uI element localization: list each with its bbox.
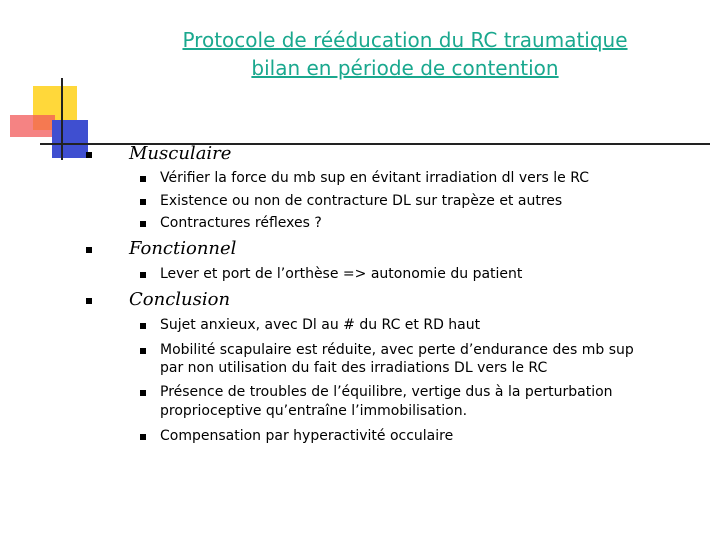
section-heading: Musculaire — [129, 143, 232, 164]
ornament-red-rectangle — [10, 115, 55, 137]
list-item-text: Présence de troubles de l’équilibre, vertige dus à la perturbation — [160, 384, 613, 400]
square-bullet-icon — [140, 390, 146, 396]
slide-title — [110, 26, 700, 82]
square-bullet-icon — [86, 247, 92, 253]
list-item-text: Sujet anxieux, avec Dl au # du RC et RD haut — [160, 317, 481, 333]
square-bullet-icon — [140, 199, 146, 205]
list-item-text: Vérifier la force du mb sup en évitant irradiation dl vers le RC — [160, 170, 590, 186]
section-heading: Conclusion — [129, 289, 231, 310]
list-item-text: Lever et port de l’orthèse => autonomie du patient — [160, 266, 523, 282]
list-item-text: Contractures réflexes ? — [160, 215, 322, 231]
list-item-text: par non utilisation du fait des irradiations DL vers le RC — [160, 360, 548, 376]
square-bullet-icon — [140, 434, 146, 440]
list-item-text: Compensation par hyperactivité occulaire — [160, 428, 454, 444]
slide-title-line-1: Protocole de rééducation du RC traumatique — [182, 28, 628, 52]
square-bullet-icon — [140, 348, 146, 354]
list-item-text: Existence ou non de contracture DL sur trapèze et autres — [160, 193, 563, 209]
square-bullet-icon — [140, 221, 146, 227]
section-heading: Fonctionnel — [129, 238, 237, 259]
list-item-text: proprioceptive qu’entraîne l’immobilisation. — [160, 403, 468, 419]
ornament-vertical-line — [61, 78, 63, 160]
square-bullet-icon — [86, 298, 92, 304]
square-bullet-icon — [140, 323, 146, 329]
square-bullet-icon — [86, 152, 92, 158]
list-item-text: Mobilité scapulaire est réduite, avec perte d’endurance des mb sup — [160, 342, 634, 358]
square-bullet-icon — [140, 272, 146, 278]
square-bullet-icon — [140, 176, 146, 182]
ornament-blue-square — [52, 120, 88, 158]
slide-title-line-2: bilan en période de contention — [251, 56, 559, 80]
